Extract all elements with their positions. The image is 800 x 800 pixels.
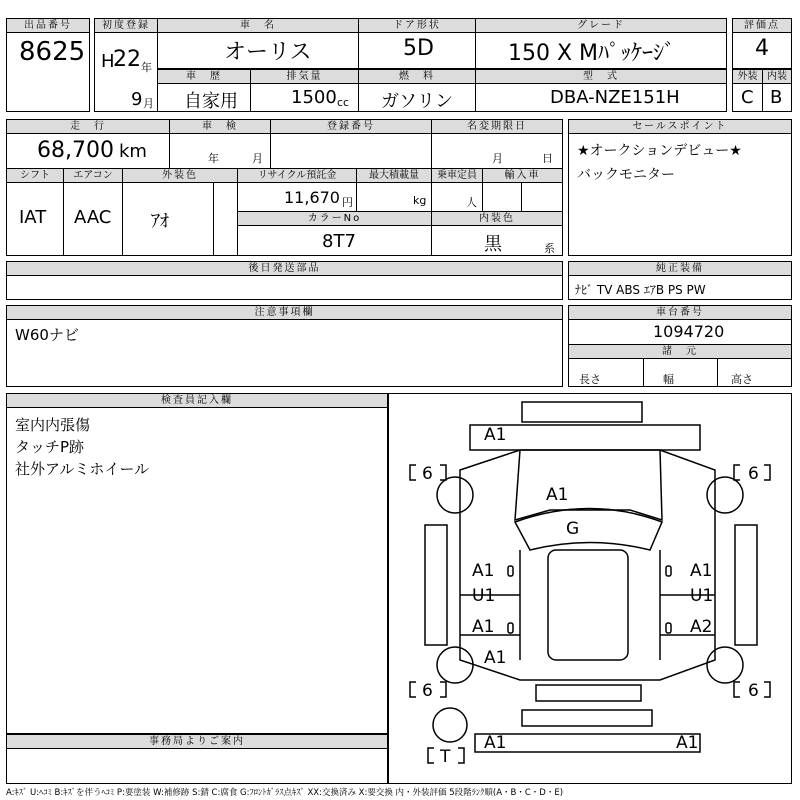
inspector-cell: [6, 407, 388, 734]
exterior-color: ｱｵ: [151, 211, 169, 232]
model-cell: [475, 83, 727, 112]
door: 5D: [403, 36, 434, 61]
shift-label: シフト: [6, 168, 64, 183]
notes-label: 注意事項欄: [6, 305, 563, 320]
grade-cell: [475, 32, 727, 69]
insp-year-unit: 年: [208, 152, 219, 165]
divider: [521, 183, 522, 211]
tire-front-left: 6: [422, 464, 433, 484]
deadline-day-unit: 日: [542, 152, 553, 165]
displacement-label: 排気量: [250, 69, 359, 84]
tire-front-right: 6: [748, 464, 759, 484]
era: H: [101, 51, 115, 72]
equipment: ﾅﾋﾞ TV ABS ｴｱB PS PW: [575, 283, 706, 297]
door-cell: [358, 32, 476, 69]
equipment-cell: [568, 275, 792, 300]
color-no: 8T7: [322, 231, 356, 252]
fuel-cell: [358, 83, 476, 112]
grade-label: グレード: [475, 18, 727, 33]
mileage-cell: [6, 133, 170, 169]
shift-cell: [6, 182, 64, 256]
exterior-cell: [732, 83, 763, 112]
damage-left-sill: A1: [472, 617, 495, 637]
displacement-unit: cc: [337, 96, 350, 109]
specs-cell: [568, 358, 792, 387]
fuel-label: 燃 料: [358, 69, 476, 84]
tire-rear-left: 6: [422, 681, 433, 701]
door-label: ドア形状: [358, 18, 476, 33]
fuel: ガソリン: [381, 91, 453, 112]
damage-windshield: G: [566, 519, 580, 539]
deadline-label: 名変期限日: [431, 119, 563, 134]
lot-no-label: 出品番号: [6, 18, 90, 33]
mileage-unit: km: [119, 141, 147, 162]
reg-no-cell: [270, 133, 432, 169]
notes-cell: [6, 319, 563, 387]
import-cell: [482, 182, 563, 212]
exterior-grade: C: [741, 87, 754, 108]
inspector-line: タッチP跡: [15, 438, 85, 456]
capacity-unit: 人: [466, 196, 477, 209]
inspector-line: 室内内張傷: [15, 416, 91, 434]
ac-cell: [63, 182, 123, 256]
inspector-line: 社外アルミホイール: [15, 460, 150, 478]
load-label: 最大積載量: [356, 168, 432, 183]
car-name: オーリス: [224, 40, 312, 65]
interior-grade: B: [770, 87, 783, 108]
reg-year: 22: [113, 47, 141, 72]
load-cell: [356, 182, 432, 212]
capacity-label: 乗車定員: [431, 168, 483, 183]
spec-length-label: 長さ: [579, 373, 601, 386]
recycle-unit: 円: [342, 196, 353, 209]
first-reg-label: 初度登録: [94, 18, 158, 33]
displacement: 1500: [291, 87, 337, 108]
shift: IAT: [19, 207, 47, 228]
inspection-label: 車 検: [169, 119, 271, 134]
office-label: 事務局よりご案内: [6, 734, 388, 749]
legend: A:ｷｽﾞ U:ﾍｺﾐ B:ｷｽﾞを伴うﾍｺﾐ P:要塗装 W:補修跡 S:錆 C:腐食 G:ﾌﾛﾝﾄｶﾞﾗｽ点ｷｽﾞ XX:交換済み X:要交換 内・外装評価 5段階ﾗﾝｸ順(A・B・C・D・E): [6, 788, 564, 798]
int-color-unit: 系: [544, 242, 555, 255]
damage-right-front-door: A1: [690, 561, 713, 581]
damage-left-rear-fender: A1: [484, 648, 507, 668]
spec-height-label: 高さ: [731, 373, 753, 386]
color-cell: [122, 182, 238, 256]
car-name-cell: [157, 32, 359, 69]
first-reg-cell: [94, 32, 158, 112]
int-color-cell: [431, 225, 563, 256]
damage-right-sill: A2: [690, 617, 713, 637]
chassis-number: 1094720: [653, 322, 725, 341]
ac-label: エアコン: [63, 168, 123, 183]
import-label: 輸入車: [482, 168, 563, 183]
exterior-label: 外装: [732, 69, 763, 84]
divider: [213, 183, 214, 255]
interior-cell: [762, 83, 792, 112]
divider: [717, 359, 718, 386]
mileage: 68,700: [37, 138, 114, 163]
score: 4: [755, 36, 769, 61]
tire-rear-right: 6: [748, 681, 759, 701]
sales-point-line: ★オークションデビュー★: [577, 143, 742, 159]
sales-point-label: セールスポイント: [568, 119, 792, 134]
score-label: 評価点: [732, 18, 792, 33]
insp-month-unit: 月: [252, 152, 263, 165]
chassis-cell: [568, 319, 792, 345]
recycle: 11,670: [284, 188, 340, 207]
damage-rear-right: A1: [676, 733, 699, 753]
color-no-label: カラーNo: [237, 211, 432, 226]
inspection-cell: [169, 133, 271, 169]
damage-hood: A1: [546, 485, 569, 505]
damage-front-bumper: A1: [484, 425, 507, 445]
sales-point-cell: [568, 133, 792, 256]
reg-month: 9: [131, 89, 143, 110]
model-label: 型 式: [475, 69, 727, 84]
notes: W60ナビ: [15, 326, 79, 344]
ac: AAC: [74, 207, 112, 228]
sales-point-line: バックモニター: [577, 167, 675, 183]
displacement-cell: [250, 83, 359, 112]
car-name-label: 車 名: [157, 18, 359, 33]
damage-left-rear-door: U1: [472, 586, 496, 606]
year-unit: 年: [141, 61, 152, 74]
divider: [643, 359, 644, 386]
model: DBA-NZE151H: [550, 87, 680, 108]
history-cell: [157, 83, 251, 112]
equipment-label: 純正装備: [568, 261, 792, 276]
score-cell: [732, 32, 792, 69]
recycle-label: リサイクル預託金: [237, 168, 357, 183]
later-parts-label: 後日発送部品: [6, 261, 563, 276]
later-parts-cell: [6, 275, 563, 300]
mileage-label: 走 行: [6, 119, 170, 134]
load-unit: kg: [413, 194, 427, 207]
damage-left-front-door: A1: [472, 561, 495, 581]
capacity-cell: [431, 182, 483, 212]
specs-label: 諸 元: [568, 344, 792, 359]
interior-label: 内装: [762, 69, 792, 84]
recycle-cell: [237, 182, 357, 212]
history-label: 車 歴: [157, 69, 251, 84]
color-label: 外装色: [122, 168, 238, 183]
lot-no: 8625: [19, 37, 86, 67]
deadline-cell: [431, 133, 563, 169]
spare-tire: T: [440, 747, 451, 767]
lot-no-cell: [6, 32, 90, 112]
int-color-label: 内装色: [431, 211, 563, 226]
chassis-label: 車台番号: [568, 305, 792, 320]
damage-right-rear-door: U1: [690, 586, 714, 606]
interior-color: 黒: [484, 234, 502, 255]
spec-width-label: 幅: [663, 373, 674, 386]
month-unit: 月: [143, 97, 154, 110]
office-cell: [6, 748, 388, 784]
inspector-label: 検査員記入欄: [6, 393, 388, 408]
grade: 150 X Mﾊﾟｯｹｰｼﾞ: [508, 41, 676, 66]
reg-no-label: 登録番号: [270, 119, 432, 134]
color-no-cell: [237, 225, 432, 256]
damage-rear-left: A1: [484, 733, 507, 753]
deadline-month-unit: 月: [492, 152, 503, 165]
history: 自家用: [184, 91, 238, 112]
car-diagram: [388, 393, 792, 784]
